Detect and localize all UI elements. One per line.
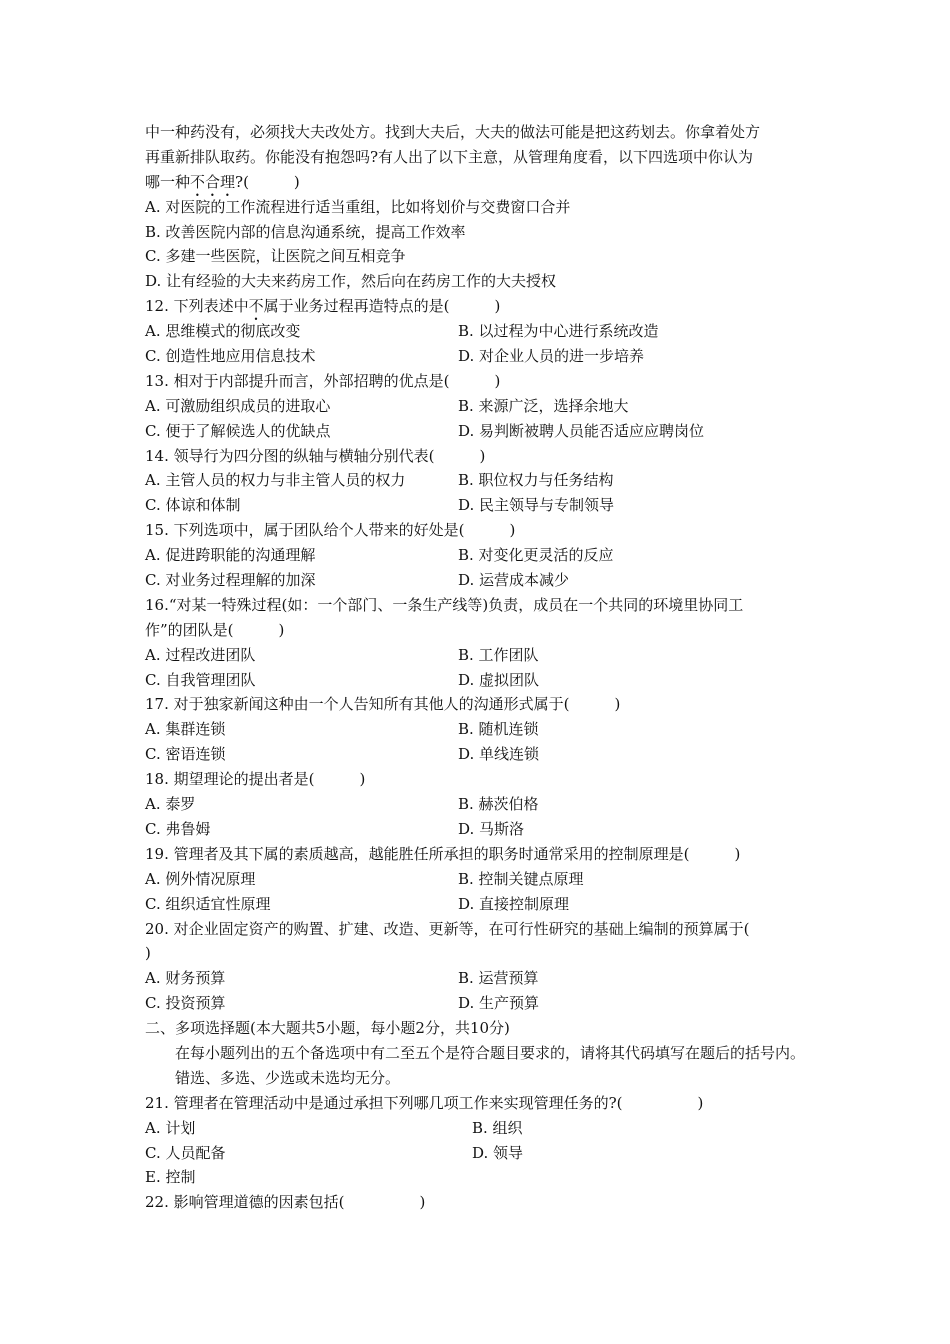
q12-option-c: C. 创造性地应用信息技术 [145, 347, 316, 366]
q18-option-b: B. 赫茨伯格 [458, 795, 539, 814]
q19-options-row-2 [145, 892, 815, 917]
intro-line-3 [145, 170, 815, 195]
q17-option-a: A. 集群连锁 [145, 720, 226, 739]
q17-option-c: C. 密语连锁 [145, 745, 226, 764]
q21-stem: 21. 管理者在管理活动中是通过承担下列哪几项工作来实现管理任务的?( ) [145, 1093, 704, 1112]
q13-options-row-2 [145, 419, 815, 444]
q19-options-row-1 [145, 867, 815, 892]
q15-stem: 15. 下列选项中，属于团队给个人带来的好处是( ) [145, 521, 516, 540]
q21-options-row-1 [145, 1116, 815, 1141]
q16-options-row-1 [145, 643, 815, 668]
q16-option-c: C. 自我管理团队 [145, 670, 256, 689]
intro-line-3-post: ?( ) [235, 172, 300, 191]
q16-option-d: D. 虚拟团队 [458, 670, 540, 689]
q21-options-row-2 [145, 1141, 815, 1166]
q22-stem: 22. 影响管理道德的因素包括( ) [145, 1193, 426, 1212]
q11-option-d: D. 让有经验的大夫来药房工作，然后向在药房工作的大夫授权 [145, 272, 557, 291]
section-2-heading: 二、多项选择题(本大题共5小题，每小题2分，共10分) [145, 1019, 510, 1038]
q19-option-d: D. 直接控制原理 [458, 894, 570, 913]
q21-option-e: E. 控制 [145, 1168, 196, 1187]
q19-option-c: C. 组织适宜性原理 [145, 894, 271, 913]
q13-option-a: A. 可激励组织成员的进取心 [145, 396, 331, 415]
q12-option-a: A. 思维模式的彻底改变 [145, 322, 301, 341]
q13-option-d: D. 易判断被聘人员能否适应应聘岗位 [458, 421, 705, 440]
q12-stem [145, 294, 815, 319]
q15-option-a: A. 促进跨职能的沟通理解 [145, 546, 316, 565]
q12-options-row-2 [145, 344, 815, 369]
q21-option-b: B. 组织 [472, 1118, 523, 1137]
q18-option-c: C. 弗鲁姆 [145, 819, 211, 838]
intro-line-1: 中一种药没有，必须找大夫改处方。找到大夫后，大夫的做法可能是把这药划去。你拿着处方 [145, 123, 761, 141]
section-2-instruction: 在每小题列出的五个备选项中有二至五个是符合题目要求的，请将其代码填写在题后的括号内。错选、多选、少选或未选均无分。 [175, 1043, 806, 1087]
q20-option-b: B. 运营预算 [458, 969, 539, 988]
q15-option-d: D. 运营成本减少 [458, 571, 570, 590]
q12-option-d: D. 对企业人员的进一步培养 [458, 347, 645, 366]
emphasis-not-reasonable: 不合理 [190, 172, 236, 191]
q13-option-b: B. 来源广泛，选择余地大 [458, 396, 629, 415]
q20-option-a: A. 财务预算 [145, 969, 226, 988]
q21-option-d: D. 领导 [472, 1143, 524, 1162]
q19-option-b: B. 控制关键点原理 [458, 869, 584, 888]
q11-option-a: A. 对医院的工作流程进行适当重组，比如将划价与交费窗口合并 [145, 197, 571, 216]
q18-option-a: A. 泰罗 [145, 795, 196, 814]
q20-stem-line-1: 20. 对企业固定资产的购置、扩建、改造、更新等，在可行性研究的基础上编制的预算属于( [145, 919, 750, 938]
q17-option-b: B. 随机连锁 [458, 720, 539, 739]
q14-option-a: A. 主管人员的权力与非主管人员的权力 [145, 471, 406, 490]
q20-option-c: C. 投资预算 [145, 994, 226, 1013]
q16-option-a: A. 过程改进团队 [145, 645, 256, 664]
q20-options-row-1 [145, 966, 815, 991]
q15-options-row-2 [145, 568, 815, 593]
q15-option-b: B. 对变化更灵活的反应 [458, 546, 614, 565]
q17-options-row-2 [145, 742, 815, 767]
q14-options-row-1 [145, 468, 815, 493]
q13-option-c: C. 便于了解候选人的优缺点 [145, 421, 331, 440]
q12-option-b: B. 以过程为中心进行系统改造 [458, 322, 659, 341]
q20-option-d: D. 生产预算 [458, 994, 540, 1013]
q14-options-row-2 [145, 493, 815, 518]
intro-line-3-pre: 哪一种 [145, 172, 191, 191]
q16-option-b: B. 工作团队 [458, 645, 539, 664]
intro-line-2: 再重新排队取药。你能没有抱怨吗?有人出了以下主意，从管理角度看，以下四选项中你认为 [145, 147, 754, 166]
q19-stem: 19. 管理者及其下属的素质越高，越能胜任所承担的职务时通常采用的控制原理是( ) [145, 844, 741, 863]
q18-options-row-2 [145, 817, 815, 842]
q21-option-c: C. 人员配备 [145, 1143, 226, 1162]
q18-option-d: D. 马斯洛 [458, 819, 525, 838]
q16-options-row-2 [145, 668, 815, 693]
q15-option-c: C. 对业务过程理解的加深 [145, 571, 316, 590]
q13-stem: 13. 相对于内部提升而言，外部招聘的优点是( ) [145, 371, 501, 390]
q14-option-d: D. 民主领导与专制领导 [458, 496, 615, 515]
q15-options-row-1 [145, 543, 815, 568]
q19-option-a: A. 例外情况原理 [145, 869, 256, 888]
q16-stem-line-2: 作”的团队是( ) [145, 620, 285, 639]
q12-stem-post: 属于业务过程再造特点的是( ) [263, 297, 501, 316]
q17-stem: 17. 对于独家新闻这种由一个人告知所有其他人的沟通形式属于( ) [145, 695, 621, 714]
q18-options-row-1 [145, 792, 815, 817]
q20-options-row-2 [145, 991, 815, 1016]
q21-option-a: A. 计划 [145, 1118, 196, 1137]
q14-option-c: C. 体谅和体制 [145, 496, 241, 515]
q12-options-row-1 [145, 319, 815, 344]
q17-option-d: D. 单线连锁 [458, 745, 540, 764]
q17-options-row-1 [145, 717, 815, 742]
q11-option-b: B. 改善医院内部的信息沟通系统，提高工作效率 [145, 222, 466, 241]
q18-stem: 18. 期望理论的提出者是( ) [145, 770, 366, 789]
q14-stem: 14. 领导行为四分图的纵轴与横轴分别代表( ) [145, 446, 486, 465]
emphasis-not: 不 [248, 297, 264, 316]
q11-option-c: C. 多建一些医院，让医院之间互相竞争 [145, 247, 406, 266]
exam-page [145, 120, 815, 1215]
q16-stem-line-1: 16.“对某一特殊过程(如：一个部门、一条生产线等)负责，成员在一个共同的环境里协同工 [145, 595, 744, 614]
q12-stem-pre: 12. 下列表述中 [145, 297, 249, 316]
q14-option-b: B. 职位权力与任务结构 [458, 471, 614, 490]
q13-options-row-1 [145, 394, 815, 419]
q20-stem-line-2: ) [145, 944, 151, 963]
